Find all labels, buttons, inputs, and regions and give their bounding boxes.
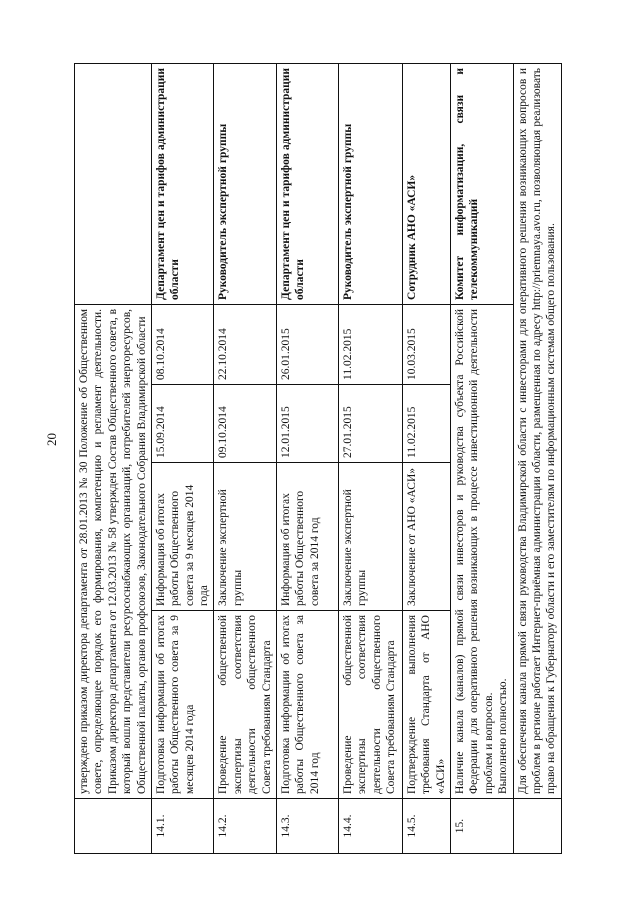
result-cell: Заключение экспертной группы — [338, 463, 402, 611]
row-number: 14.3. — [276, 799, 338, 854]
rotated-page-content — [74, 64, 640, 854]
table-row — [276, 63, 338, 853]
row-number: 14.2. — [214, 799, 277, 854]
section-15-heading: Наличие канала (каналов) прямой связи инвесторов и руководства субъекта Российской Федерации для оперативного решения возникающих в процессе инвестиционной деятельности проблем и вопросов. — [454, 308, 495, 794]
section-15-status: Выполнено полностью. — [497, 678, 510, 794]
continued-row — [75, 63, 152, 853]
result-cell: Заключение экспертной группы — [214, 463, 277, 611]
result-cell: Информация об итогах работы Общественного совета за 9 месяцев 2014 года — [151, 463, 214, 611]
row-number: 14.4. — [338, 799, 402, 854]
section-15-body — [451, 304, 514, 798]
section-15-description: Для обеспечения канала прямой связи руководства Владимирской области с инвесторами для оперативного решения возникающих вопросов и проблем в регионе работает Интернет-приёмная администрации области, размещенная по адресу http://priemnaya.avo.ru, позволяющая реализовать право на обращения к Губернатору области и его заместителям по информационным системам общего пользования. — [513, 63, 561, 798]
start-date-cell: 15.09.2014 — [151, 385, 214, 463]
start-date-cell: 12.01.2015 — [276, 385, 338, 463]
task-cell: Подтверждение выполнения требования Стандарта от АНО «АСИ» — [402, 611, 450, 799]
empty-cell — [75, 799, 152, 854]
responsible-cell: Руководитель экспертной группы — [338, 63, 402, 304]
result-cell: Информация об итогах работы Общественного совета за 2014 год — [276, 463, 338, 611]
table-row — [402, 63, 450, 853]
start-date-cell: 09.10.2014 — [214, 385, 277, 463]
task-cell: Проведение общественной экспертизы соответствия деятельности общественного Совета требованиям Стандарта — [338, 611, 402, 799]
plan-table — [74, 63, 562, 854]
end-date-cell: 10.03.2015 — [402, 304, 450, 384]
end-date-cell: 26.01.2015 — [276, 304, 338, 384]
empty-cell — [75, 63, 152, 304]
task-cell: Подготовка информации об итогах работы Общественного совета за 9 месяцев 2014 года — [151, 611, 214, 799]
result-cell: Заключение от АНО «АСИ» — [402, 463, 450, 611]
task-cell: Проведение общественной экспертизы соответствия деятельности общественного Совета требованиям Стандарта — [214, 611, 277, 799]
end-date-cell: 22.10.2014 — [214, 304, 277, 384]
end-date-cell: 08.10.2014 — [151, 304, 214, 384]
start-date-cell: 27.01.2015 — [338, 385, 402, 463]
end-date-cell: 11.02.2015 — [338, 304, 402, 384]
responsible-cell: Комитет информатизации, связи и телекоммуникаций — [451, 63, 514, 304]
responsible-cell: Руководитель экспертной группы — [214, 63, 277, 304]
continued-text: утверждено приказом директора департамента от 28.01.2013 № 30 Положение об Общественном совете, определяющее порядок его формирования, компетенцию и регламент деятельности. Приказом директора департамента от 12.03.2013 № 58 утвержден Состав Общественного совета, в который вошли представители ресурсоснабжающих организаций, потребителей энергоресурсов, Общественной палаты, органов профсоюзов, Законодательного Собрания Владимирской области — [75, 304, 152, 798]
row-number: 15. — [451, 799, 514, 854]
responsible-cell: Сотрудник АНО «АСИ» — [402, 63, 450, 304]
row-number: 14.1. — [151, 799, 214, 854]
start-date-cell: 11.02.2015 — [402, 385, 450, 463]
page-number: 20 — [44, 433, 59, 446]
section-15-row — [451, 63, 514, 853]
row-number: 14.5. — [402, 799, 450, 854]
task-cell: Подготовка информации об итогах работы Общественного совета за 2014 год — [276, 611, 338, 799]
responsible-cell: Департамент цен и тарифов администрации области — [276, 63, 338, 304]
section-15-description-row — [513, 63, 561, 853]
empty-cell — [513, 799, 561, 854]
table-row — [338, 63, 402, 853]
responsible-cell: Департамент цен и тарифов администрации области — [151, 63, 214, 304]
table-row — [151, 63, 214, 853]
table-row — [214, 63, 277, 853]
